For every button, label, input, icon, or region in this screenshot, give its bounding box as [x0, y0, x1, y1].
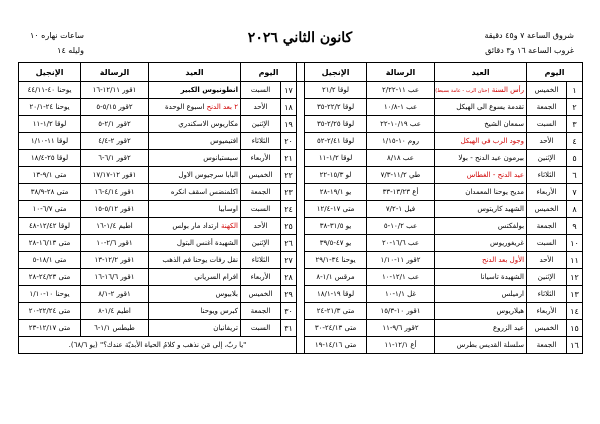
weekday: الجمعة — [527, 99, 567, 116]
feast-name — [149, 201, 241, 218]
col-header-day-left: اليوم — [241, 63, 297, 82]
feast-title: انطونيوس الكبير — [180, 86, 238, 94]
feast-name — [435, 218, 527, 235]
epistle-reading: فيل ١-٧/٢ — [367, 201, 435, 218]
weekday: الثلاثاء — [527, 286, 567, 303]
weekday: الثلاثاء — [241, 133, 281, 150]
day-number: ٢٩ — [281, 286, 297, 303]
epistle-reading: ١قور ٤/١٤-١٦ — [81, 184, 149, 201]
weekday: الأحد — [241, 99, 281, 116]
weekday: الإثنين — [527, 269, 567, 286]
feast-title: هيلاريوس — [496, 307, 525, 315]
epistle-reading: ١قور ١٢/١١-١٦ — [81, 82, 149, 99]
feast-title: الكهنة — [220, 222, 238, 230]
gospel-reading: لوقا ١/٢-١١ — [305, 150, 367, 167]
weekday: الثلاثاء — [527, 167, 567, 184]
feast-title: الشهيدة أغنس البتول — [176, 239, 238, 247]
epistle-reading: روم ١٠-١/١٥ — [367, 133, 435, 150]
gospel-reading: لو ١٥/٣-٢٢ — [305, 167, 367, 184]
epistle-reading: عب ١-١٠/٨ — [367, 99, 435, 116]
gospel-reading: لوقا ١/٢-١١ — [19, 116, 81, 133]
epistle-reading: أع ١٢/١-١١ — [367, 337, 435, 354]
gospel-reading: متى ١٧-١٢/٤ — [305, 201, 367, 218]
weekday: الأحد — [241, 218, 281, 235]
feast-title: ٢ بعد الدنح — [206, 103, 238, 111]
weekday: الخميس — [241, 286, 281, 303]
calendar-table — [18, 62, 583, 354]
day-number: ١٨ — [281, 99, 297, 116]
day-number: ٣٠ — [281, 303, 297, 320]
day-number: ٤ — [567, 133, 583, 150]
day-number: ٦ — [567, 167, 583, 184]
epistle-reading: غل ١/١-١٠ — [367, 286, 435, 303]
feast-title: افرام السرياني — [194, 273, 238, 281]
feast-title: نقل رفات يوحنا فم الذهب — [162, 256, 238, 264]
weekday: الإثنين — [241, 116, 281, 133]
gospel-reading: يوحنا ٣٤-٢٩/١ — [305, 252, 367, 269]
col-header-feast-right: العيد — [435, 63, 527, 82]
day-number: ٢٦ — [281, 235, 297, 252]
feast-title: عيد الدنح - الغطاس — [466, 171, 525, 179]
column-separator — [297, 63, 305, 82]
feast-name — [435, 82, 527, 99]
feast-subtitle: (ختان الرب - عامة بسيط) — [435, 88, 490, 94]
feast-title: سيستيانوس — [203, 154, 238, 162]
epistle-reading: اطيم ١/٤-٨ — [81, 303, 149, 320]
gospel-reading: لوقا ٢٢/٢-٣٥ — [305, 99, 367, 116]
sunrise-text: شروق الساعة ٧ و٤٥ دقيقة — [484, 31, 574, 40]
gospel-reading: متى ١٤/١٦-١٩ — [305, 337, 367, 354]
weekday: الأربعاء — [527, 184, 567, 201]
col-header-epistle-left: الرسالة — [81, 63, 149, 82]
day-number: ٢٨ — [281, 269, 297, 286]
weekday: السبت — [241, 320, 281, 337]
gospel-reading: لوقا ٢/٤١-٥٢ — [305, 133, 367, 150]
feast-title: ارميلس — [501, 290, 525, 298]
gospel-reading: لوقا ٢٥-١٨/٤ — [19, 150, 81, 167]
feast-name — [149, 82, 241, 99]
day-number: ١٠ — [567, 235, 583, 252]
weekday: الخميس — [527, 82, 567, 99]
col-header-feast-left: العيد — [149, 63, 241, 82]
gospel-reading: متى ٢٤/١٣-٣٠ — [305, 320, 367, 337]
epistle-reading: ١قور ٢/٦-١٠ — [81, 235, 149, 252]
gospel-reading: متى ١٦/١٣-٢٨ — [19, 235, 81, 252]
feast-name — [149, 133, 241, 150]
feast-name — [149, 116, 241, 133]
day-number: ١٢ — [567, 269, 583, 286]
feast-title: تقدمة يسوع الى الهيكل — [456, 103, 525, 111]
gospel-reading: لوقا ٢١/٢ — [305, 82, 367, 99]
weekday: السبت — [527, 116, 567, 133]
feast-name — [435, 167, 527, 184]
epistle-reading: عب ١٠/١٩-٢٢ — [367, 116, 435, 133]
feast-title: البابا سرجيوس الاول — [178, 171, 238, 179]
feast-title: بلابيوس — [215, 290, 238, 298]
gospel-reading: لوقا ١٩-١٨/١ — [305, 286, 367, 303]
weekday: الجمعة — [527, 218, 567, 235]
day-number: ٢٥ — [281, 218, 297, 235]
weekday: الجمعة — [527, 337, 567, 354]
epistle-reading: ١قور ٥/١٢-١٥ — [81, 201, 149, 218]
sunset-text: غروب الساعة ١٦ و٣ دقائق — [485, 46, 574, 55]
feast-title: عيد الزروع — [492, 324, 525, 332]
day-number: ٢١ — [281, 150, 297, 167]
weekday: الإثنين — [527, 150, 567, 167]
feast-title: اوسابيا — [218, 205, 238, 213]
feast-title: الأول بعد الدنح — [481, 256, 525, 264]
day-number: ١٩ — [281, 116, 297, 133]
feast-name — [149, 269, 241, 286]
col-header-gospel-right: الإنجيل — [305, 63, 367, 82]
feast-title: كبرس ويوحنا — [200, 307, 238, 315]
epistle-reading: عب ١٦/٦-٢٠ — [367, 235, 435, 252]
gospel-reading: يو ٤٧-٣٩/٥ — [305, 235, 367, 252]
gospel-reading: لوقا ١٢/٤٢-٤٨ — [19, 218, 81, 235]
day-number: ٧ — [567, 184, 583, 201]
day-number: ١٧ — [281, 82, 297, 99]
weekday: الجمعة — [241, 303, 281, 320]
page-header — [0, 0, 600, 62]
weekday: الأربعاء — [241, 269, 281, 286]
feast-name — [435, 133, 527, 150]
table-row — [19, 82, 583, 99]
night-hours-text: وليله ١٤ — [57, 46, 84, 55]
feast-name — [435, 252, 527, 269]
gospel-reading: يوحنا ١٠-١/١٠ — [19, 286, 81, 303]
feast-extra: ارتداد مار بولس — [172, 222, 219, 230]
feast-name — [435, 184, 527, 201]
day-number: ٣١ — [281, 320, 297, 337]
day-number: ١٣ — [567, 286, 583, 303]
feast-name — [435, 99, 527, 116]
epistle-reading: ١قور ١٢-١٧/١٧ — [81, 167, 149, 184]
weekday: الأحد — [527, 252, 567, 269]
gospel-reading: مرقس ١/١-٨ — [305, 269, 367, 286]
feast-name — [435, 286, 527, 303]
feast-title: اكلمنضس اسقف انكره — [170, 188, 238, 196]
gospel-reading: متى ٢٨-٣٨/٩ — [19, 184, 81, 201]
feast-title: غريغوريوس — [490, 239, 525, 247]
col-header-epistle-right: الرسالة — [367, 63, 435, 82]
gospel-reading: يوحنا ٢٤-٢٠/١ — [19, 99, 81, 116]
epistle-reading: طي ١١/٢-٧/٣ — [367, 167, 435, 184]
day-number: ٥ — [567, 150, 583, 167]
col-header-gospel-left: الإنجيل — [19, 63, 81, 82]
gospel-reading: لوقا ١١-١/١٠ — [19, 133, 81, 150]
day-number: ٢٢ — [281, 167, 297, 184]
epistle-reading: عب ١١-٢/٢٢ — [367, 82, 435, 99]
weekday: الجمعة — [241, 184, 281, 201]
epistle-reading: ٢قور ٢/١-٥ — [81, 116, 149, 133]
feast-name — [149, 167, 241, 184]
col-header-day-right: اليوم — [527, 63, 583, 82]
page-title: كانون الثاني ٢٠٢٦ — [247, 30, 353, 46]
epistle-reading: ١قور ١٦/٦-١٦ — [81, 269, 149, 286]
epistle-reading: ١قور ١٠-١٥/٣ — [367, 303, 435, 320]
table-header-row — [19, 63, 583, 82]
feast-name — [435, 116, 527, 133]
weekday: السبت — [241, 201, 281, 218]
weekday: الخميس — [241, 167, 281, 184]
feast-title: تريفانيان — [213, 324, 238, 332]
day-night-hours — [30, 28, 84, 58]
day-number: ٣ — [567, 116, 583, 133]
day-number: ٢٤ — [281, 201, 297, 218]
gospel-reading: متى ٢٢/٢٤-٢٠ — [19, 303, 81, 320]
feast-title: الشهيد كاريتوس — [477, 205, 525, 213]
day-number: ١ — [567, 82, 583, 99]
feast-title: وجود الرب في الهيكل — [460, 137, 525, 145]
gospel-reading: متى ٦/٧-١٠ — [19, 201, 81, 218]
day-number: ٩ — [567, 218, 583, 235]
feast-name — [149, 252, 241, 269]
gospel-reading: يوحنا ٤٠-٤٤/١١ — [19, 82, 81, 99]
day-number: ٢٠ — [281, 133, 297, 150]
feast-name — [435, 150, 527, 167]
epistle-reading: ١قور ٢-٨/١ — [81, 286, 149, 303]
day-number: ٢٣ — [281, 184, 297, 201]
epistle-reading: طيطس ١/١-٦ — [81, 320, 149, 337]
column-separator — [297, 82, 305, 354]
epistle-reading: اطيم ١/٤-١٦ — [81, 218, 149, 235]
day-number: ٢٧ — [281, 252, 297, 269]
feast-name — [435, 269, 527, 286]
feast-name — [149, 286, 241, 303]
feast-name — [435, 320, 527, 337]
feast-title: مديح يوحنا المعمدان — [465, 188, 525, 196]
gospel-reading: متى ١٨/١-٥ — [19, 252, 81, 269]
weekday: السبت — [241, 82, 281, 99]
day-hours-text: ساعات نهاره ١٠ — [30, 31, 84, 40]
gospel-reading: متى ٩/١-١٣ — [19, 167, 81, 184]
feast-title: بيرمون عيد الدنح - بولا — [458, 154, 525, 162]
epistle-reading: ٢قور ٥/١٥-٥ — [81, 99, 149, 116]
feast-name — [149, 150, 241, 167]
weekday: الأربعاء — [241, 150, 281, 167]
weekday: السبت — [527, 235, 567, 252]
epistle-reading: عب ١٠/٢-٥ — [367, 218, 435, 235]
weekday: الأحد — [527, 133, 567, 150]
weekday: الخميس — [527, 201, 567, 218]
epistle-reading: أع ١٣/٢٣-٣٣ — [367, 184, 435, 201]
feast-title: سمعان الشيخ — [484, 120, 525, 128]
feast-title: مكاريوس الاسكندري — [178, 120, 238, 128]
gospel-reading: متى ٢١/٣-٢٤ — [305, 303, 367, 320]
epistle-reading: ٢قور ٦/١-٦ — [81, 150, 149, 167]
feast-name — [149, 303, 241, 320]
feast-title: الشهيدة تاسيانا — [480, 273, 525, 281]
day-number: ١٤ — [567, 303, 583, 320]
feast-title: افتيميوس — [210, 137, 238, 145]
day-number: ١٦ — [567, 337, 583, 354]
weekday: الخميس — [527, 320, 567, 337]
day-number: ٢ — [567, 99, 583, 116]
gospel-reading: متى ٢٤/٢٣-٢٨ — [19, 269, 81, 286]
feast-name — [149, 99, 241, 116]
weekday: الأربعاء — [527, 303, 567, 320]
epistle-reading: ١قور ١٢/٢-١٣ — [81, 252, 149, 269]
feast-name — [435, 235, 527, 252]
footer-verse: "يا ربّ، إلى مَن نذهب و كلامُ الحياة الأبديّة عندك؟" (يو ٦٨/٦). — [19, 337, 297, 354]
epistle-reading: عب ١٢/١-١٠ — [367, 269, 435, 286]
feast-name — [149, 184, 241, 201]
feast-name — [149, 235, 241, 252]
feast-name — [435, 201, 527, 218]
feast-title: سلسلة القديس بطرس — [456, 341, 525, 349]
epistle-reading: ٢قور ٢-٤/٤ — [81, 133, 149, 150]
gospel-reading: لوقا ٢/٢٥-٣٥ — [305, 116, 367, 133]
day-number: ٨ — [567, 201, 583, 218]
epistle-reading: ٢قور ٩/٦-١١ — [367, 320, 435, 337]
gospel-reading: متى ١٢/١٧-٢٣ — [19, 320, 81, 337]
feast-name — [149, 218, 241, 235]
weekday: الثلاثاء — [241, 252, 281, 269]
gospel-reading: يو ١٩/١-٢٨ — [305, 184, 367, 201]
feast-extra: اسبوع الوحدة — [165, 103, 205, 111]
feast-name — [435, 303, 527, 320]
epistle-reading: ٢قور ١١-١/١٠ — [367, 252, 435, 269]
day-number: ١٥ — [567, 320, 583, 337]
day-number: ١١ — [567, 252, 583, 269]
gospel-reading: يو ٣١/٥-٣٨ — [305, 218, 367, 235]
feast-title: رأس السنة — [491, 86, 525, 94]
feast-title: بولفكتس — [497, 222, 525, 230]
weekday: الإثنين — [241, 235, 281, 252]
feast-name — [435, 337, 527, 354]
feast-name — [149, 320, 241, 337]
epistle-reading: عب ٨/١٨ — [367, 150, 435, 167]
